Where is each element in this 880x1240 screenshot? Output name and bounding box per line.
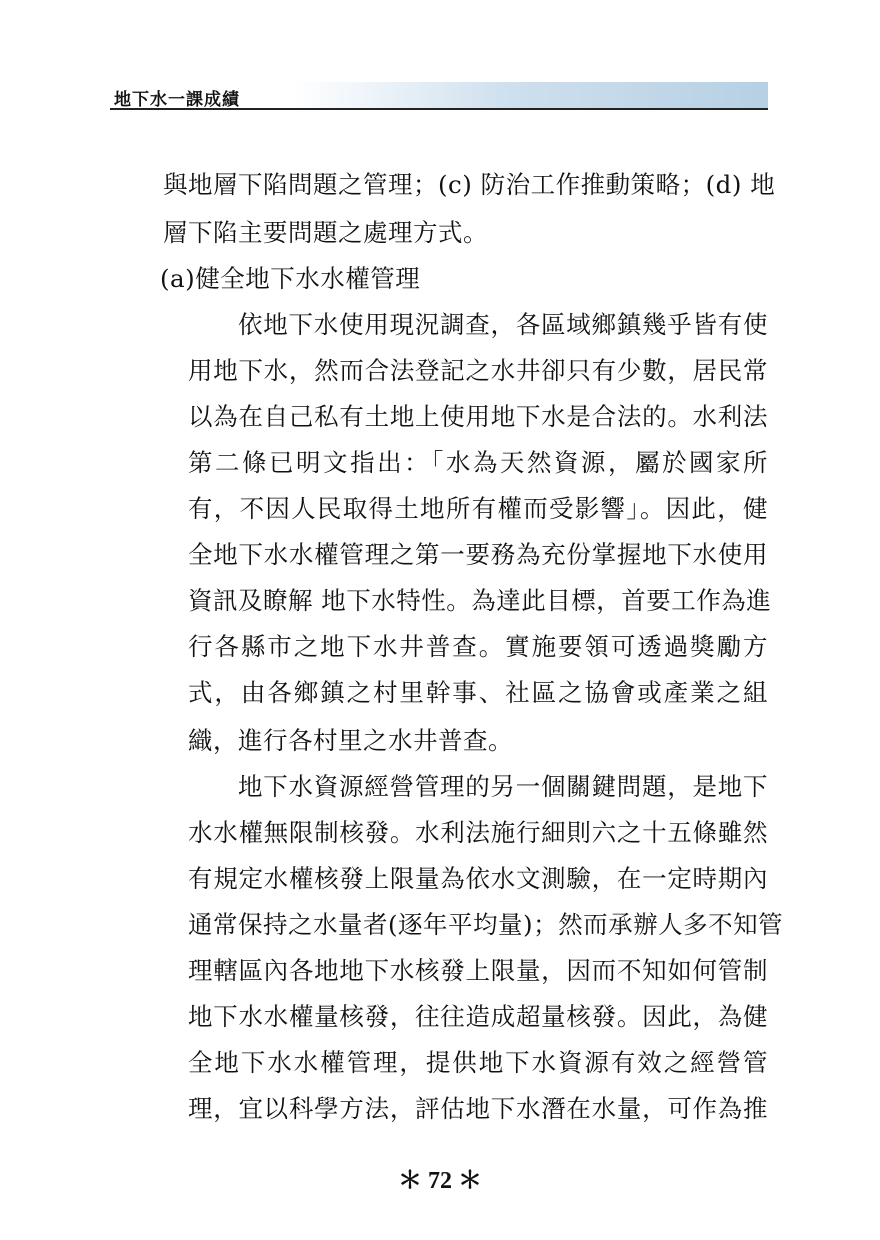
text-line: 地下水資源經營管理的另一個關鍵問題，是地下 (238, 772, 768, 801)
text-line: 用地下水，然而合法登記之水井卻只有少數，居民常 (188, 356, 768, 385)
running-header-title: 地下水一課成績 (114, 90, 240, 110)
text-line: 有規定水權核發上限量為依水文測驗，在一定時期內 (188, 864, 768, 893)
text-line: 以為在自己私有土地上使用地下水是合法的。水利法 (188, 402, 768, 431)
text-line: 資訊及瞭解 地下水特性。為達此目標，首要工作為進 (188, 586, 772, 615)
text-line: 有，不因人民取得土地所有權而受影響」。因此，健 (188, 494, 768, 523)
text-line: 與地層下陷問題之管理；(c) 防治工作推動策略；(d) 地 (163, 170, 776, 199)
section-heading: (a)健全地下水水權管理 (160, 264, 421, 293)
text-line: 式，由各鄉鎮之村里幹事、社區之協會或產業之組 (188, 678, 768, 707)
text-line: 水水權無限制核發。水利法施行細則六之十五條雖然 (188, 818, 768, 847)
text-line: 理，宜以科學方法，評估地下水潛在水量，可作為推 (188, 1094, 768, 1123)
page-number: ＊ 72 ＊ (398, 1168, 482, 1194)
text-line: 全地下水水權管理，提供地下水資源有效之經營管 (188, 1048, 768, 1077)
text-line: 全地下水水權管理之第一要務為充份掌握地下水使用 (188, 540, 768, 569)
text-line: 通常保持之水量者(逐年平均量)；然而承辦人多不知管 (188, 910, 784, 939)
running-header-band (110, 82, 768, 110)
text-line: 行各縣市之地下水井普查。實施要領可透過獎勵方 (188, 632, 768, 661)
text-line: 依地下水使用現況調查，各區域鄉鎮幾乎皆有使 (238, 310, 768, 339)
text-line: 層下陷主要問題之處理方式。 (163, 218, 488, 247)
text-line: 第二條已明文指出：「水為天然資源，屬於國家所 (188, 448, 768, 477)
text-line: 織，進行各村里之水井普查。 (188, 726, 513, 755)
text-line: 地下水水權量核發，往往造成超量核發。因此，為健 (188, 1002, 768, 1031)
text-line: 理轄區內各地地下水核發上限量，因而不知如何管制 (188, 956, 768, 985)
